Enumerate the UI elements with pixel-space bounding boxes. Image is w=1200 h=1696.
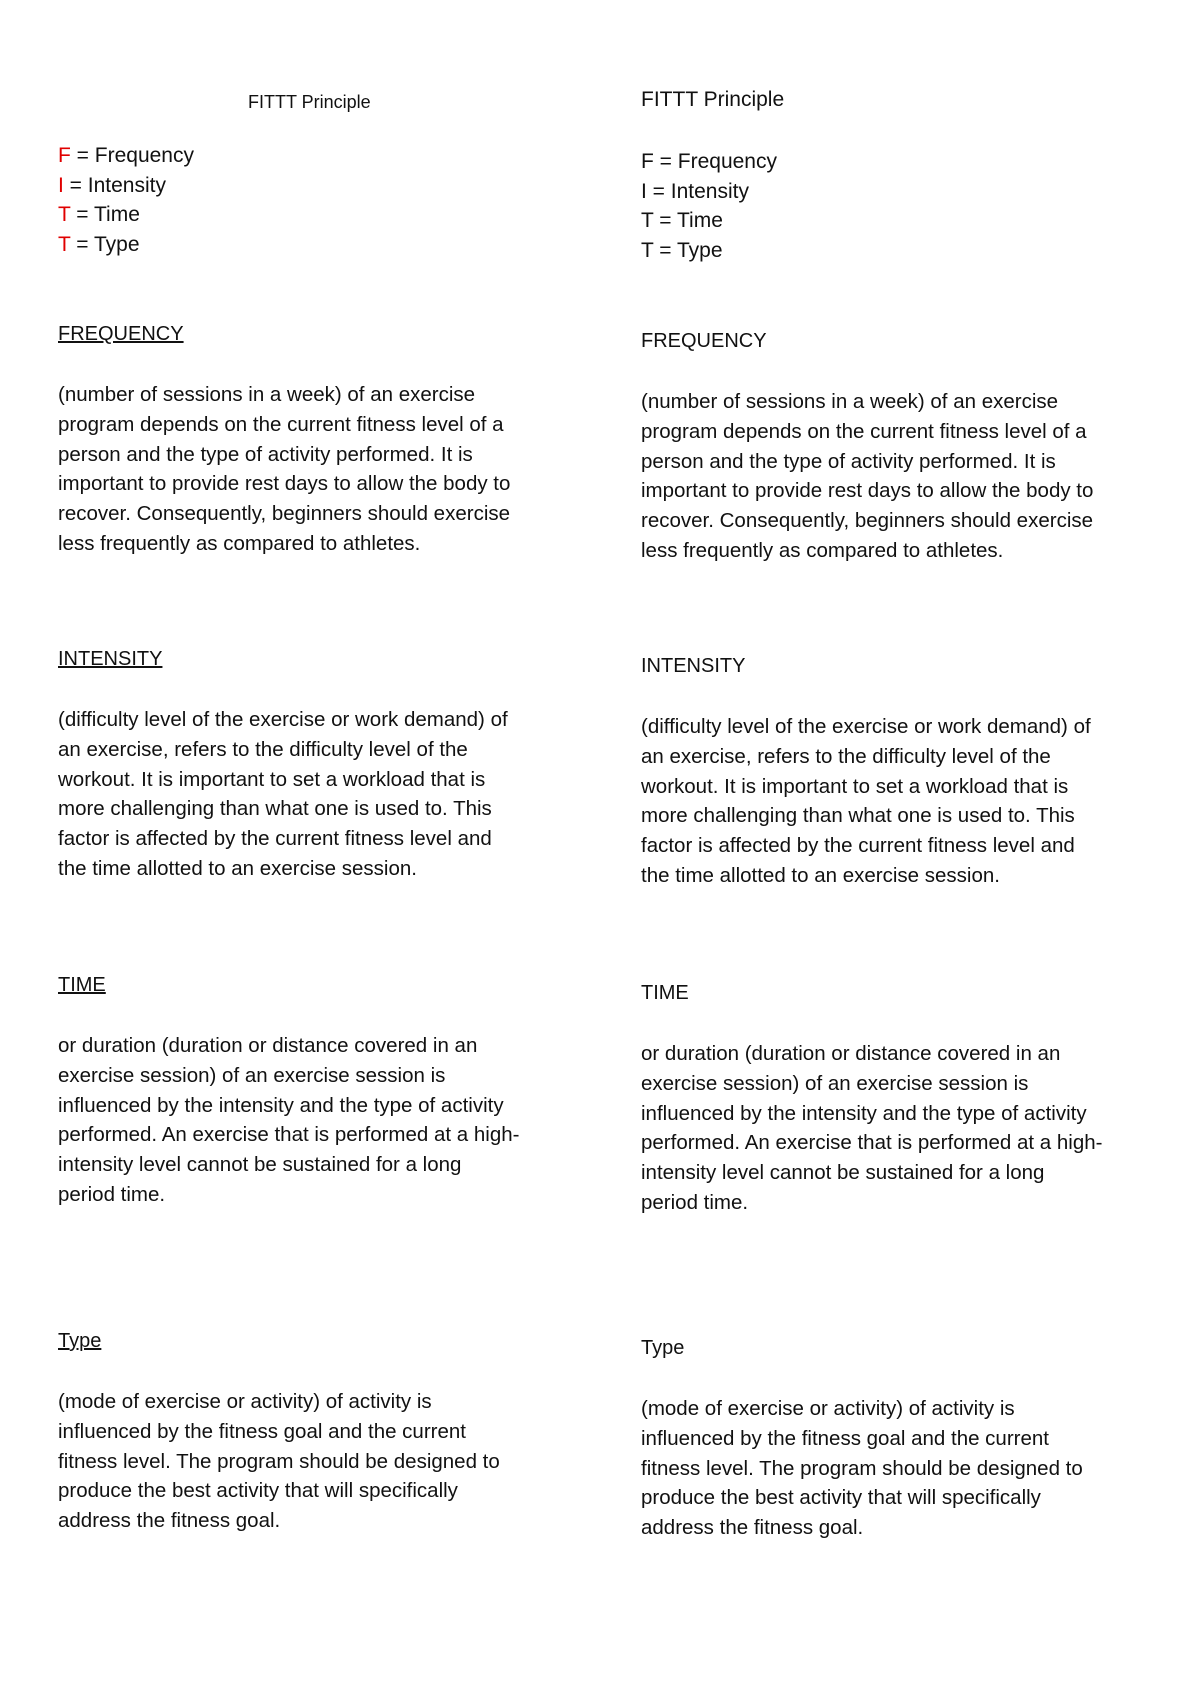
body-line: (number of sessions in a week) of an exercise — [641, 390, 1059, 413]
section-heading: FREQUENCY — [58, 323, 184, 345]
section-type — [641, 1336, 1161, 1543]
page-title: FITTT Principle — [248, 92, 371, 112]
body-line: factor is affected by the current fitness level and — [58, 827, 492, 851]
section-heading: FREQUENCY — [641, 330, 767, 352]
section-time — [641, 981, 1161, 1218]
body-line: or duration (duration or distance covered in an — [641, 1042, 1061, 1065]
body-line: important to provide rest days to allow the body to — [641, 479, 1094, 503]
section-heading: TIME — [58, 974, 106, 996]
body-line: influenced by the fitness goal and the current — [641, 1426, 1049, 1450]
body-line: or duration (duration or distance covered in an — [58, 1034, 478, 1057]
body-line: program depends on the current fitness level of a — [641, 419, 1087, 443]
section-body — [58, 1387, 578, 1536]
legend-text: = Type — [70, 232, 140, 256]
body-line: (mode of exercise or activity) of activity is — [641, 1397, 1015, 1420]
body-line: (difficulty level of the exercise or work demand) of — [58, 708, 508, 731]
legend-row — [641, 177, 777, 207]
body-line: recover. Consequently, beginners should exercise — [58, 502, 511, 526]
body-line: fitness level. The program should be designed to — [58, 1449, 500, 1473]
body-line: influenced by the intensity and the type of activity — [58, 1093, 504, 1117]
section-frequency — [641, 329, 1161, 566]
legend-text: = Time — [653, 209, 723, 232]
body-line: important to provide rest days to allow the body to — [58, 472, 511, 496]
body-line: (number of sessions in a week) of an exercise — [58, 383, 476, 406]
legend-text: = Time — [70, 203, 140, 226]
body-line: influenced by the fitness goal and the current — [58, 1419, 466, 1443]
body-line: (difficulty level of the exercise or work demand) of — [641, 715, 1091, 738]
body-line: an exercise, refers to the difficulty level of the — [58, 737, 468, 761]
body-line: person and the type of activity performed. It is — [641, 449, 1056, 473]
section-body — [58, 380, 578, 559]
section-body — [641, 1039, 1161, 1218]
body-line: factor is affected by the current fitness level and — [641, 834, 1075, 858]
body-line: (mode of exercise or activity) of activity is — [58, 1390, 432, 1413]
legend-text: = Intensity — [63, 173, 166, 197]
body-line: less frequently as compared to athletes. — [641, 538, 1004, 562]
legend-letter: F — [58, 144, 71, 167]
body-line: the time allotted to an exercise session. — [58, 856, 417, 880]
body-line: fitness level. The program should be designed to — [641, 1456, 1083, 1480]
section-heading: Type — [58, 1330, 102, 1352]
legend-row — [58, 171, 194, 201]
section-heading: INTENSITY — [641, 655, 746, 677]
legend-letter: T — [58, 232, 71, 256]
section-body — [641, 712, 1161, 891]
section-intensity — [58, 647, 578, 884]
legend-letter: T — [641, 209, 654, 232]
section-body — [58, 1031, 578, 1210]
legend-text: = Intensity — [646, 179, 749, 203]
legend-letter: T — [58, 203, 71, 226]
body-line: workout. It is important to set a workload that is — [58, 767, 486, 791]
body-line: address the fitness goal. — [58, 1509, 281, 1533]
legend-text: = Type — [653, 238, 723, 262]
body-line: intensity level cannot be sustained for a long — [641, 1161, 1045, 1185]
body-line: produce the best activity that will specifically — [641, 1486, 1041, 1510]
body-line: performed. An exercise that is performed at a high- — [641, 1131, 1103, 1155]
section-body — [641, 1394, 1161, 1543]
fittt-legend — [58, 141, 194, 259]
body-line: exercise session) of an exercise session is — [641, 1071, 1029, 1095]
body-line: period time. — [58, 1182, 166, 1206]
section-heading: Type — [641, 1337, 685, 1359]
body-line: the time allotted to an exercise session. — [641, 863, 1000, 887]
body-line: recover. Consequently, beginners should exercise — [641, 509, 1094, 533]
body-line: program depends on the current fitness level of a — [58, 412, 504, 436]
body-line: person and the type of activity performed. It is — [58, 442, 473, 466]
body-line: produce the best activity that will specifically — [58, 1479, 458, 1503]
section-intensity — [641, 654, 1161, 891]
section-heading: TIME — [641, 982, 689, 1004]
legend-letter: I — [641, 179, 647, 203]
body-line: influenced by the intensity and the type of activity — [641, 1101, 1087, 1125]
body-line: workout. It is important to set a workload that is — [641, 774, 1069, 798]
legend-row — [58, 230, 194, 260]
legend-row — [58, 141, 194, 171]
body-line: period time. — [641, 1190, 749, 1214]
section-type — [58, 1329, 578, 1536]
legend-row — [58, 200, 194, 230]
legend-text: = Frequency — [70, 144, 194, 167]
body-line: more challenging than what one is used to. This — [58, 797, 492, 821]
body-line: intensity level cannot be sustained for a long — [58, 1153, 462, 1177]
legend-row — [641, 236, 777, 266]
body-line: an exercise, refers to the difficulty level of the — [641, 744, 1051, 768]
legend-row — [641, 147, 777, 177]
legend-letter: I — [58, 173, 64, 197]
legend-letter: T — [641, 238, 654, 262]
legend-text: = Frequency — [653, 150, 777, 173]
section-heading: INTENSITY — [58, 648, 163, 670]
legend-letter: F — [641, 150, 654, 173]
fittt-legend — [641, 147, 777, 265]
section-body — [58, 705, 578, 884]
body-line: performed. An exercise that is performed at a high- — [58, 1123, 520, 1147]
legend-row — [641, 206, 777, 236]
section-time — [58, 973, 578, 1210]
section-body — [641, 387, 1161, 566]
body-line: exercise session) of an exercise session is — [58, 1063, 446, 1087]
section-frequency — [58, 322, 578, 559]
body-line: less frequently as compared to athletes. — [58, 531, 421, 555]
body-line: more challenging than what one is used to. This — [641, 804, 1075, 828]
body-line: address the fitness goal. — [641, 1516, 864, 1540]
page-title: FITTT Principle — [641, 88, 785, 111]
